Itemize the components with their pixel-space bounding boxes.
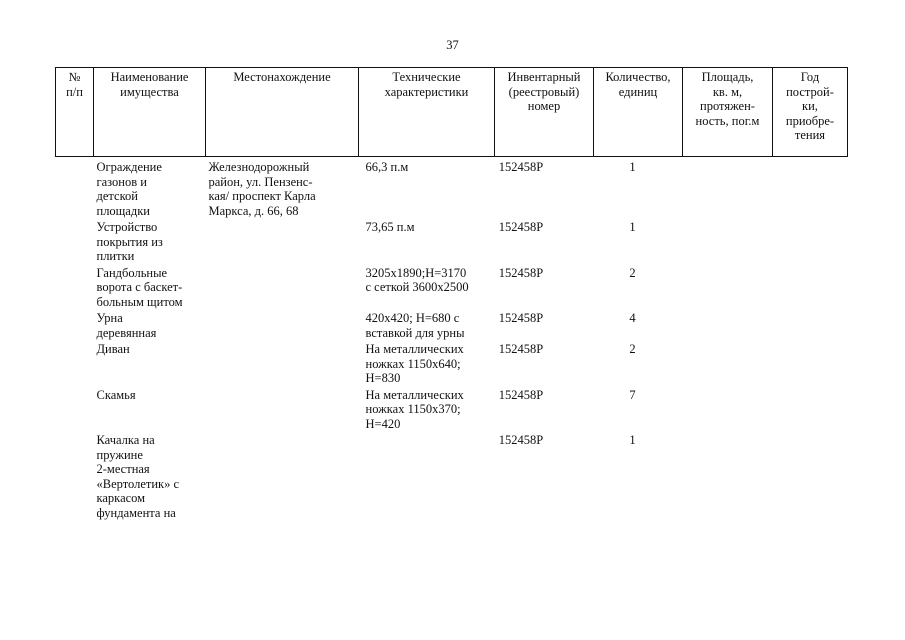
- cell-location: [206, 266, 359, 312]
- cell-text-line: детской: [96, 189, 138, 203]
- header-text-line: Наименование: [110, 70, 189, 84]
- cell-area: [683, 342, 773, 388]
- cell-name: [94, 220, 206, 266]
- cell-text-line: кая/ проспект Карла: [208, 189, 316, 203]
- cell-year: [773, 433, 848, 522]
- header-tech: [359, 68, 495, 157]
- cell-inventory: 152458Р: [498, 160, 544, 174]
- cell-text-line: Устройство: [96, 220, 158, 234]
- cell-quantity: 2: [629, 265, 636, 280]
- header-text-line: п/п: [66, 84, 83, 99]
- cell-inventory: 152458Р: [498, 387, 544, 402]
- cell-text-line: район, ул. Пензенс-: [208, 174, 313, 189]
- cell-tech: [359, 266, 495, 312]
- cell-text-line: больным щитом: [96, 294, 183, 309]
- cell-text-line: На металлических: [365, 387, 464, 402]
- cell-quantity: 1: [629, 433, 636, 447]
- cell-text-line: покрытия из: [96, 234, 163, 249]
- cell-text-line: 3205х1890;Н=3170: [365, 265, 467, 280]
- cell-text-line: вставкой для урны: [365, 325, 465, 340]
- header-quantity: [594, 68, 683, 157]
- header-text-line: номер: [527, 99, 561, 113]
- header-text-line: Местонахождение: [233, 70, 331, 84]
- cell-text-line: Ограждение: [96, 160, 162, 174]
- cell-inventory: 152458Р: [498, 433, 544, 447]
- header-text-line: ность, пог.м: [695, 113, 760, 128]
- cell-tech: [359, 311, 495, 342]
- cell-text-line: 73,65 п.м: [365, 220, 415, 234]
- header-text-line: кв. м,: [712, 84, 743, 99]
- page-number: 37: [446, 38, 459, 52]
- cell-area: [683, 157, 773, 221]
- cell-quantity: 1: [629, 160, 636, 174]
- cell-number: [56, 342, 94, 388]
- header-text-line: единиц: [618, 84, 658, 99]
- cell-location: [206, 342, 359, 388]
- header-year: [773, 68, 848, 157]
- cell-text-line: Маркса, д. 66, 68: [208, 203, 299, 218]
- cell-number: [56, 157, 94, 221]
- table-header: [56, 68, 848, 157]
- cell-text-line: фундамента на: [96, 505, 176, 520]
- cell-number: [56, 388, 94, 434]
- table-row: [56, 433, 848, 522]
- cell-number: [56, 266, 94, 312]
- cell-text-line: Урна: [96, 311, 123, 325]
- cell-text-line: газонов и: [96, 174, 147, 189]
- header-name: [94, 68, 206, 157]
- cell-year: [773, 311, 848, 342]
- header-text-line: Инвентарный: [507, 70, 581, 84]
- table-body: [56, 157, 848, 523]
- cell-name: [94, 157, 206, 221]
- cell-location: [206, 433, 359, 522]
- cell-text-line: Железнодорожный: [208, 160, 310, 174]
- cell-number: [56, 220, 94, 266]
- cell-tech: [359, 220, 495, 266]
- header-text-line: ки,: [802, 99, 818, 113]
- cell-text-line: Скамья: [96, 387, 136, 402]
- cell-text-line: площадки: [96, 203, 150, 218]
- cell-tech: [359, 342, 495, 388]
- cell-inventory: 152458Р: [498, 311, 544, 325]
- header-text-line: Год: [800, 70, 820, 84]
- cell-quantity: 1: [629, 220, 636, 234]
- cell-inventory: 152458Р: [498, 265, 544, 280]
- header-text-line: имущества: [120, 84, 179, 99]
- header-location: [206, 68, 359, 157]
- cell-text-line: деревянная: [96, 325, 157, 340]
- cell-name: [94, 388, 206, 434]
- table-row: [56, 157, 848, 221]
- cell-inventory: 152458Р: [498, 342, 544, 356]
- table-row: [56, 311, 848, 342]
- header-text-line: Площадь,: [701, 70, 754, 84]
- cell-area: [683, 433, 773, 522]
- cell-text-line: Качалка на: [96, 433, 155, 447]
- cell-area: [683, 266, 773, 312]
- cell-area: [683, 388, 773, 434]
- cell-inventory: 152458Р: [498, 220, 544, 234]
- header-text-line: характеристики: [384, 84, 469, 99]
- cell-year: [773, 220, 848, 266]
- cell-name: [94, 342, 206, 388]
- table-row: [56, 266, 848, 312]
- cell-tech: [359, 157, 495, 221]
- table-row: [56, 388, 848, 434]
- cell-number: [56, 311, 94, 342]
- table-row: [56, 342, 848, 388]
- cell-text-line: Н=420: [365, 416, 401, 431]
- cell-location: [206, 157, 359, 221]
- header-text-line: №: [68, 70, 81, 84]
- cell-text-line: пружине: [96, 447, 143, 462]
- table-row: [56, 220, 848, 266]
- cell-text-line: 420х420; Н=680 с: [365, 311, 460, 325]
- cell-text-line: плитки: [96, 249, 135, 263]
- header-text-line: протяжен-: [700, 99, 755, 113]
- cell-year: [773, 266, 848, 312]
- header-text-line: приобре-: [785, 113, 835, 128]
- cell-quantity: 2: [629, 342, 636, 356]
- header-text-line: построй-: [786, 84, 834, 99]
- header-row: [56, 68, 848, 157]
- cell-name: [94, 266, 206, 312]
- cell-year: [773, 157, 848, 221]
- cell-quantity: 4: [629, 311, 636, 325]
- cell-location: [206, 220, 359, 266]
- header-number: [56, 68, 94, 157]
- cell-text-line: Н=830: [365, 371, 401, 385]
- cell-text-line: Гандбольные: [96, 265, 168, 280]
- header-text-line: (реестровый): [508, 84, 580, 99]
- cell-text-line: 2-местная: [96, 462, 150, 476]
- cell-text-line: с сеткой 3600х2500: [365, 280, 469, 294]
- cell-area: [683, 220, 773, 266]
- cell-year: [773, 342, 848, 388]
- cell-name: [94, 311, 206, 342]
- cell-name: [94, 433, 206, 522]
- cell-number: [56, 433, 94, 522]
- cell-tech: [359, 388, 495, 434]
- header-text-line: Технические: [392, 70, 461, 84]
- cell-quantity: 7: [629, 387, 636, 402]
- cell-text-line: ворота с баскет-: [96, 280, 183, 294]
- header-inventory: [495, 68, 594, 157]
- cell-text-line: ножках 1150х640;: [365, 356, 461, 371]
- cell-text-line: 66,3 п.м: [365, 160, 409, 174]
- header-text-line: тения: [794, 128, 826, 142]
- cell-text-line: На металлических: [365, 342, 464, 356]
- header-text-line: Количество,: [605, 70, 671, 84]
- cell-tech: [359, 433, 495, 522]
- cell-location: [206, 311, 359, 342]
- cell-area: [683, 311, 773, 342]
- header-area: [683, 68, 773, 157]
- cell-text-line: каркасом: [96, 491, 146, 505]
- cell-location: [206, 388, 359, 434]
- property-table: [55, 67, 848, 522]
- cell-text-line: Диван: [96, 342, 130, 356]
- cell-text-line: «Вертолетик» с: [96, 476, 180, 491]
- cell-year: [773, 388, 848, 434]
- cell-text-line: ножках 1150х370;: [365, 402, 461, 416]
